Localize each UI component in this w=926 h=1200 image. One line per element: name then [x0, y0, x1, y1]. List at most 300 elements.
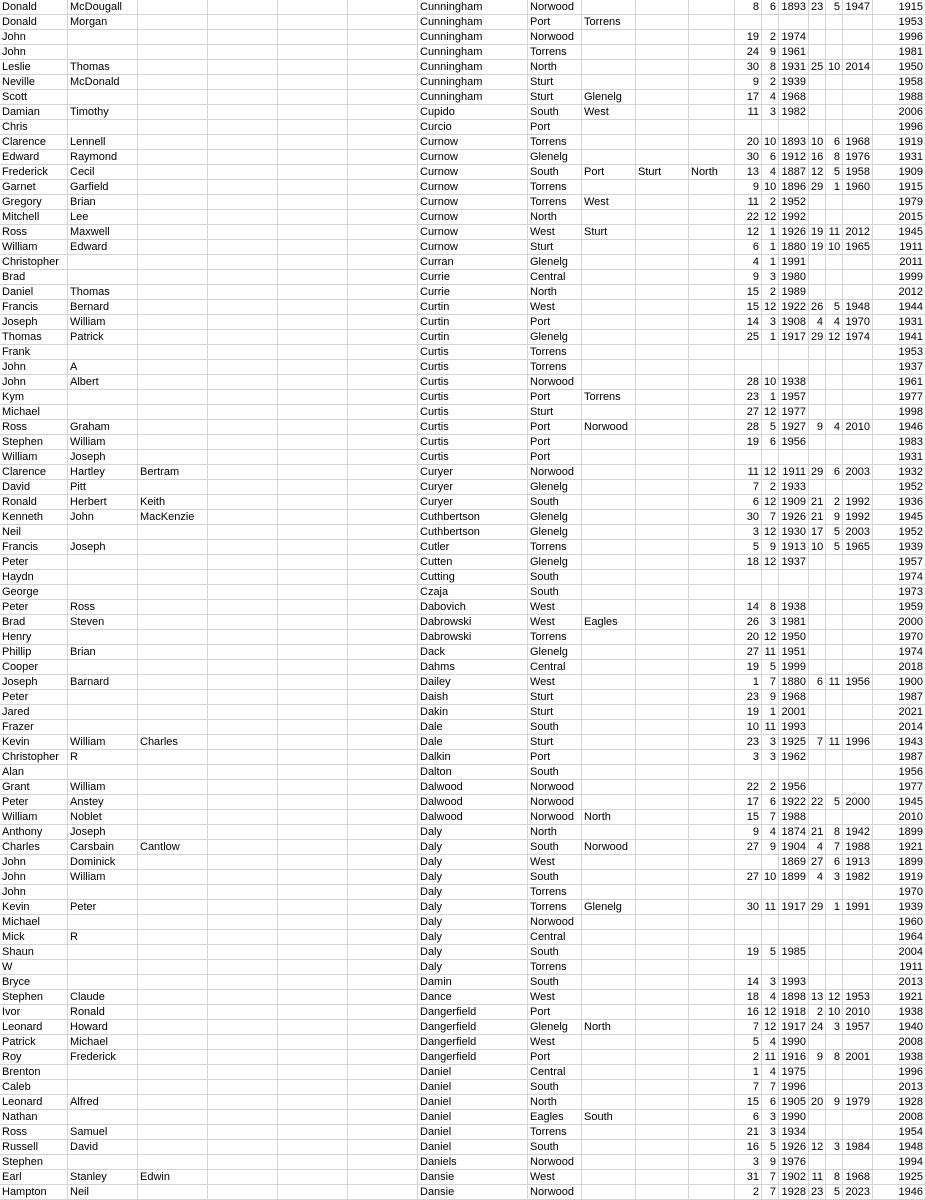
- cell-given-name[interactable]: Clarence: [0, 135, 68, 150]
- cell-club-3[interactable]: [636, 405, 689, 420]
- cell-club-3[interactable]: [636, 465, 689, 480]
- cell-empty-col-f[interactable]: [348, 690, 418, 705]
- cell-surname[interactable]: Curyer: [418, 465, 528, 480]
- cell-club-1[interactable]: Norwood: [528, 915, 582, 930]
- cell-death-day[interactable]: [809, 90, 826, 105]
- cell-death-day[interactable]: [809, 765, 826, 780]
- cell-debut-year[interactable]: 2015: [873, 210, 926, 225]
- cell-birth-day[interactable]: 22: [735, 210, 762, 225]
- cell-surname[interactable]: Daly: [418, 825, 528, 840]
- cell-given-name[interactable]: Peter: [0, 795, 68, 810]
- cell-third-name[interactable]: [138, 870, 208, 885]
- cell-middle-name[interactable]: Noblet: [68, 810, 138, 825]
- cell-middle-name[interactable]: [68, 1065, 138, 1080]
- cell-death-month[interactable]: [826, 600, 843, 615]
- cell-middle-name[interactable]: [68, 690, 138, 705]
- cell-middle-name[interactable]: Graham: [68, 420, 138, 435]
- cell-empty-col-f[interactable]: [348, 1155, 418, 1170]
- cell-birth-year[interactable]: 1898: [779, 990, 809, 1005]
- cell-birth-month[interactable]: [762, 930, 779, 945]
- cell-death-month[interactable]: [826, 885, 843, 900]
- cell-third-name[interactable]: [138, 345, 208, 360]
- cell-given-name[interactable]: Frazer: [0, 720, 68, 735]
- cell-birth-year[interactable]: 1893: [779, 135, 809, 150]
- cell-death-year[interactable]: [843, 210, 873, 225]
- cell-debut-year[interactable]: 2012: [873, 285, 926, 300]
- cell-middle-name[interactable]: Neil: [68, 1185, 138, 1200]
- cell-death-month[interactable]: [826, 765, 843, 780]
- cell-club-3[interactable]: [636, 1095, 689, 1110]
- cell-third-name[interactable]: [138, 945, 208, 960]
- cell-empty-col-d[interactable]: [208, 435, 278, 450]
- cell-birth-day[interactable]: 27: [735, 840, 762, 855]
- cell-empty-col-e[interactable]: [278, 540, 348, 555]
- cell-debut-year[interactable]: 1961: [873, 375, 926, 390]
- cell-birth-month[interactable]: [762, 855, 779, 870]
- cell-birth-year[interactable]: 1880: [779, 675, 809, 690]
- cell-birth-year[interactable]: 1917: [779, 1020, 809, 1035]
- cell-death-year[interactable]: 2001: [843, 1050, 873, 1065]
- cell-birth-day[interactable]: 1: [735, 675, 762, 690]
- cell-birth-year[interactable]: 1905: [779, 1095, 809, 1110]
- cell-empty-col-f[interactable]: [348, 1035, 418, 1050]
- cell-debut-year[interactable]: 1970: [873, 885, 926, 900]
- cell-birth-day[interactable]: 27: [735, 405, 762, 420]
- cell-birth-month[interactable]: 10: [762, 375, 779, 390]
- cell-empty-col-d[interactable]: [208, 585, 278, 600]
- cell-empty-col-e[interactable]: [278, 1080, 348, 1095]
- cell-birth-day[interactable]: 28: [735, 375, 762, 390]
- cell-given-name[interactable]: Kenneth: [0, 510, 68, 525]
- cell-given-name[interactable]: Scott: [0, 90, 68, 105]
- cell-birth-year[interactable]: 1985: [779, 945, 809, 960]
- cell-birth-day[interactable]: 9: [735, 270, 762, 285]
- cell-death-day[interactable]: 4: [809, 315, 826, 330]
- cell-empty-col-d[interactable]: [208, 510, 278, 525]
- cell-empty-col-d[interactable]: [208, 645, 278, 660]
- cell-third-name[interactable]: [138, 975, 208, 990]
- cell-death-year[interactable]: 1965: [843, 540, 873, 555]
- cell-third-name[interactable]: [138, 765, 208, 780]
- cell-club-3[interactable]: [636, 435, 689, 450]
- cell-third-name[interactable]: [138, 300, 208, 315]
- cell-club-2[interactable]: North: [582, 810, 636, 825]
- cell-club-2[interactable]: [582, 360, 636, 375]
- cell-club-3[interactable]: [636, 0, 689, 15]
- cell-middle-name[interactable]: William: [68, 780, 138, 795]
- cell-death-day[interactable]: [809, 45, 826, 60]
- cell-birth-year[interactable]: 1992: [779, 210, 809, 225]
- cell-third-name[interactable]: [138, 750, 208, 765]
- cell-surname[interactable]: Curtin: [418, 300, 528, 315]
- cell-birth-day[interactable]: 30: [735, 510, 762, 525]
- cell-death-year[interactable]: [843, 645, 873, 660]
- cell-birth-year[interactable]: 1974: [779, 30, 809, 45]
- cell-death-day[interactable]: [809, 450, 826, 465]
- cell-club-2[interactable]: [582, 585, 636, 600]
- cell-birth-day[interactable]: 24: [735, 45, 762, 60]
- cell-given-name[interactable]: Michael: [0, 405, 68, 420]
- cell-empty-col-f[interactable]: [348, 585, 418, 600]
- cell-middle-name[interactable]: Albert: [68, 375, 138, 390]
- cell-empty-col-e[interactable]: [278, 180, 348, 195]
- cell-empty-col-d[interactable]: [208, 1155, 278, 1170]
- cell-given-name[interactable]: Charles: [0, 840, 68, 855]
- cell-debut-year[interactable]: 2013: [873, 1080, 926, 1095]
- cell-death-month[interactable]: [826, 270, 843, 285]
- cell-birth-month[interactable]: 1: [762, 330, 779, 345]
- cell-empty-col-d[interactable]: [208, 300, 278, 315]
- cell-given-name[interactable]: Chris: [0, 120, 68, 135]
- cell-death-day[interactable]: 11: [809, 1170, 826, 1185]
- cell-birth-day[interactable]: 5: [735, 540, 762, 555]
- cell-given-name[interactable]: Bryce: [0, 975, 68, 990]
- cell-club-2[interactable]: [582, 660, 636, 675]
- cell-club-1[interactable]: Port: [528, 1050, 582, 1065]
- cell-club-1[interactable]: South: [528, 720, 582, 735]
- cell-debut-year[interactable]: 1959: [873, 600, 926, 615]
- cell-surname[interactable]: Daniel: [418, 1140, 528, 1155]
- cell-death-year[interactable]: 1953: [843, 990, 873, 1005]
- cell-club-3[interactable]: [636, 1110, 689, 1125]
- cell-club-2[interactable]: [582, 600, 636, 615]
- cell-death-year[interactable]: [843, 630, 873, 645]
- cell-birth-month[interactable]: 8: [762, 600, 779, 615]
- cell-club-2[interactable]: [582, 375, 636, 390]
- cell-club-2[interactable]: Norwood: [582, 420, 636, 435]
- cell-club-1[interactable]: Port: [528, 120, 582, 135]
- cell-birth-year[interactable]: 1925: [779, 735, 809, 750]
- cell-birth-year[interactable]: 1961: [779, 45, 809, 60]
- cell-club-4[interactable]: [689, 660, 735, 675]
- cell-empty-col-f[interactable]: [348, 180, 418, 195]
- cell-debut-year[interactable]: 1921: [873, 990, 926, 1005]
- cell-club-3[interactable]: [636, 735, 689, 750]
- cell-club-4[interactable]: [689, 540, 735, 555]
- cell-club-1[interactable]: West: [528, 300, 582, 315]
- cell-death-year[interactable]: [843, 90, 873, 105]
- cell-death-year[interactable]: [843, 945, 873, 960]
- cell-death-year[interactable]: [843, 435, 873, 450]
- cell-birth-year[interactable]: 1916: [779, 1050, 809, 1065]
- cell-club-1[interactable]: Sturt: [528, 735, 582, 750]
- cell-death-day[interactable]: 22: [809, 795, 826, 810]
- cell-club-4[interactable]: [689, 855, 735, 870]
- cell-death-month[interactable]: 1: [826, 180, 843, 195]
- cell-club-1[interactable]: South: [528, 1140, 582, 1155]
- cell-middle-name[interactable]: Ross: [68, 600, 138, 615]
- cell-club-2[interactable]: [582, 120, 636, 135]
- cell-birth-month[interactable]: 3: [762, 615, 779, 630]
- cell-club-4[interactable]: [689, 105, 735, 120]
- cell-death-day[interactable]: [809, 375, 826, 390]
- cell-death-day[interactable]: 4: [809, 870, 826, 885]
- cell-given-name[interactable]: Leslie: [0, 60, 68, 75]
- cell-birth-day[interactable]: 13: [735, 165, 762, 180]
- cell-death-month[interactable]: [826, 720, 843, 735]
- cell-club-4[interactable]: [689, 720, 735, 735]
- cell-debut-year[interactable]: 2021: [873, 705, 926, 720]
- cell-empty-col-d[interactable]: [208, 1095, 278, 1110]
- cell-death-year[interactable]: [843, 270, 873, 285]
- cell-debut-year[interactable]: 1939: [873, 900, 926, 915]
- cell-death-day[interactable]: [809, 960, 826, 975]
- cell-third-name[interactable]: [138, 270, 208, 285]
- cell-birth-day[interactable]: 23: [735, 690, 762, 705]
- cell-empty-col-e[interactable]: [278, 390, 348, 405]
- cell-death-month[interactable]: 6: [826, 855, 843, 870]
- cell-birth-month[interactable]: 7: [762, 810, 779, 825]
- cell-death-day[interactable]: [809, 390, 826, 405]
- cell-surname[interactable]: Daly: [418, 840, 528, 855]
- cell-empty-col-e[interactable]: [278, 210, 348, 225]
- cell-surname[interactable]: Daniel: [418, 1125, 528, 1140]
- cell-surname[interactable]: Daly: [418, 960, 528, 975]
- cell-birth-month[interactable]: 1: [762, 390, 779, 405]
- cell-club-2[interactable]: [582, 735, 636, 750]
- cell-debut-year[interactable]: 1979: [873, 195, 926, 210]
- cell-club-1[interactable]: South: [528, 1080, 582, 1095]
- cell-third-name[interactable]: [138, 570, 208, 585]
- cell-empty-col-f[interactable]: [348, 675, 418, 690]
- cell-death-year[interactable]: 1992: [843, 510, 873, 525]
- cell-empty-col-e[interactable]: [278, 1035, 348, 1050]
- cell-empty-col-d[interactable]: [208, 750, 278, 765]
- cell-surname[interactable]: Daly: [418, 930, 528, 945]
- cell-birth-year[interactable]: 1908: [779, 315, 809, 330]
- cell-middle-name[interactable]: Thomas: [68, 285, 138, 300]
- cell-club-1[interactable]: Norwood: [528, 810, 582, 825]
- cell-surname[interactable]: Cutting: [418, 570, 528, 585]
- cell-birth-year[interactable]: 1952: [779, 195, 809, 210]
- cell-birth-month[interactable]: 3: [762, 1110, 779, 1125]
- cell-birth-year[interactable]: 1950: [779, 630, 809, 645]
- cell-birth-day[interactable]: 30: [735, 150, 762, 165]
- cell-birth-year[interactable]: 1887: [779, 165, 809, 180]
- cell-club-4[interactable]: [689, 375, 735, 390]
- cell-empty-col-f[interactable]: [348, 105, 418, 120]
- cell-middle-name[interactable]: Joseph: [68, 825, 138, 840]
- cell-given-name[interactable]: Roy: [0, 1050, 68, 1065]
- cell-debut-year[interactable]: 2004: [873, 945, 926, 960]
- cell-club-1[interactable]: Glenelg: [528, 480, 582, 495]
- cell-third-name[interactable]: [138, 420, 208, 435]
- cell-surname[interactable]: Dakin: [418, 705, 528, 720]
- cell-birth-day[interactable]: 26: [735, 615, 762, 630]
- cell-middle-name[interactable]: Dominick: [68, 855, 138, 870]
- cell-birth-day[interactable]: 19: [735, 435, 762, 450]
- cell-club-4[interactable]: [689, 345, 735, 360]
- cell-debut-year[interactable]: 1981: [873, 45, 926, 60]
- cell-club-2[interactable]: Glenelg: [582, 900, 636, 915]
- cell-given-name[interactable]: Stephen: [0, 990, 68, 1005]
- cell-birth-day[interactable]: 9: [735, 180, 762, 195]
- cell-death-day[interactable]: [809, 285, 826, 300]
- cell-surname[interactable]: Currie: [418, 270, 528, 285]
- cell-middle-name[interactable]: Brian: [68, 645, 138, 660]
- cell-birth-day[interactable]: 6: [735, 495, 762, 510]
- cell-club-4[interactable]: [689, 1050, 735, 1065]
- cell-empty-col-e[interactable]: [278, 15, 348, 30]
- cell-middle-name[interactable]: Lee: [68, 210, 138, 225]
- cell-club-4[interactable]: [689, 1110, 735, 1125]
- cell-given-name[interactable]: George: [0, 585, 68, 600]
- cell-club-1[interactable]: West: [528, 855, 582, 870]
- cell-death-year[interactable]: [843, 105, 873, 120]
- cell-death-year[interactable]: [843, 1155, 873, 1170]
- cell-birth-day[interactable]: [735, 345, 762, 360]
- cell-middle-name[interactable]: [68, 975, 138, 990]
- cell-birth-day[interactable]: [735, 120, 762, 135]
- cell-death-month[interactable]: 5: [826, 0, 843, 15]
- cell-debut-year[interactable]: 1948: [873, 1140, 926, 1155]
- cell-club-2[interactable]: [582, 750, 636, 765]
- cell-club-3[interactable]: [636, 15, 689, 30]
- cell-empty-col-e[interactable]: [278, 345, 348, 360]
- cell-death-day[interactable]: 29: [809, 180, 826, 195]
- cell-empty-col-d[interactable]: [208, 810, 278, 825]
- cell-death-day[interactable]: [809, 750, 826, 765]
- cell-birth-year[interactable]: 1980: [779, 270, 809, 285]
- cell-empty-col-f[interactable]: [348, 885, 418, 900]
- cell-club-3[interactable]: [636, 600, 689, 615]
- cell-birth-year[interactable]: 1976: [779, 1155, 809, 1170]
- cell-club-4[interactable]: [689, 315, 735, 330]
- cell-club-3[interactable]: [636, 330, 689, 345]
- cell-death-day[interactable]: [809, 1155, 826, 1170]
- cell-death-year[interactable]: [843, 45, 873, 60]
- cell-death-month[interactable]: [826, 555, 843, 570]
- cell-third-name[interactable]: [138, 1080, 208, 1095]
- cell-empty-col-d[interactable]: [208, 120, 278, 135]
- cell-given-name[interactable]: Clarence: [0, 465, 68, 480]
- cell-birth-month[interactable]: [762, 915, 779, 930]
- cell-death-day[interactable]: 29: [809, 465, 826, 480]
- cell-club-3[interactable]: [636, 870, 689, 885]
- cell-death-month[interactable]: [826, 435, 843, 450]
- cell-birth-month[interactable]: 4: [762, 825, 779, 840]
- cell-death-month[interactable]: [826, 945, 843, 960]
- cell-debut-year[interactable]: 1974: [873, 645, 926, 660]
- cell-empty-col-d[interactable]: [208, 210, 278, 225]
- cell-death-month[interactable]: [826, 750, 843, 765]
- cell-club-2[interactable]: [582, 720, 636, 735]
- cell-debut-year[interactable]: 1953: [873, 15, 926, 30]
- cell-club-2[interactable]: [582, 675, 636, 690]
- cell-death-day[interactable]: 9: [809, 420, 826, 435]
- cell-empty-col-f[interactable]: [348, 270, 418, 285]
- cell-birth-month[interactable]: 4: [762, 1065, 779, 1080]
- cell-middle-name[interactable]: Morgan: [68, 15, 138, 30]
- cell-birth-day[interactable]: 7: [735, 1080, 762, 1095]
- cell-club-1[interactable]: South: [528, 975, 582, 990]
- cell-empty-col-f[interactable]: [348, 75, 418, 90]
- cell-birth-month[interactable]: 3: [762, 270, 779, 285]
- cell-empty-col-d[interactable]: [208, 315, 278, 330]
- cell-debut-year[interactable]: 2014: [873, 720, 926, 735]
- cell-empty-col-e[interactable]: [278, 165, 348, 180]
- cell-given-name[interactable]: William: [0, 810, 68, 825]
- cell-club-4[interactable]: [689, 555, 735, 570]
- cell-third-name[interactable]: [138, 810, 208, 825]
- cell-death-day[interactable]: 16: [809, 150, 826, 165]
- cell-given-name[interactable]: Damian: [0, 105, 68, 120]
- cell-club-4[interactable]: [689, 795, 735, 810]
- cell-middle-name[interactable]: William: [68, 735, 138, 750]
- cell-third-name[interactable]: [138, 330, 208, 345]
- cell-given-name[interactable]: Mick: [0, 930, 68, 945]
- cell-death-month[interactable]: [826, 975, 843, 990]
- cell-death-month[interactable]: [826, 810, 843, 825]
- cell-death-month[interactable]: [826, 480, 843, 495]
- cell-death-year[interactable]: 1974: [843, 330, 873, 345]
- cell-death-year[interactable]: 1992: [843, 495, 873, 510]
- cell-death-day[interactable]: [809, 600, 826, 615]
- cell-club-4[interactable]: [689, 585, 735, 600]
- cell-club-3[interactable]: [636, 570, 689, 585]
- cell-club-4[interactable]: [689, 765, 735, 780]
- cell-birth-day[interactable]: 15: [735, 810, 762, 825]
- cell-empty-col-e[interactable]: [278, 1050, 348, 1065]
- cell-surname[interactable]: Dalkin: [418, 750, 528, 765]
- cell-empty-col-f[interactable]: [348, 195, 418, 210]
- cell-third-name[interactable]: [138, 435, 208, 450]
- cell-debut-year[interactable]: 1946: [873, 420, 926, 435]
- cell-empty-col-f[interactable]: [348, 135, 418, 150]
- cell-club-1[interactable]: North: [528, 210, 582, 225]
- cell-death-year[interactable]: [843, 360, 873, 375]
- cell-death-day[interactable]: [809, 480, 826, 495]
- cell-death-month[interactable]: 8: [826, 150, 843, 165]
- cell-empty-col-d[interactable]: [208, 885, 278, 900]
- cell-club-1[interactable]: Torrens: [528, 630, 582, 645]
- cell-empty-col-d[interactable]: [208, 840, 278, 855]
- cell-club-2[interactable]: [582, 495, 636, 510]
- cell-empty-col-e[interactable]: [278, 240, 348, 255]
- cell-third-name[interactable]: Charles: [138, 735, 208, 750]
- cell-middle-name[interactable]: [68, 660, 138, 675]
- cell-third-name[interactable]: [138, 555, 208, 570]
- cell-debut-year[interactable]: 1958: [873, 75, 926, 90]
- cell-club-3[interactable]: [636, 510, 689, 525]
- cell-empty-col-f[interactable]: [348, 870, 418, 885]
- cell-club-1[interactable]: South: [528, 870, 582, 885]
- cell-third-name[interactable]: [138, 660, 208, 675]
- cell-club-2[interactable]: [582, 300, 636, 315]
- cell-third-name[interactable]: [138, 825, 208, 840]
- cell-given-name[interactable]: Kevin: [0, 735, 68, 750]
- cell-given-name[interactable]: Stephen: [0, 435, 68, 450]
- cell-birth-month[interactable]: 10: [762, 180, 779, 195]
- cell-surname[interactable]: Cunningham: [418, 0, 528, 15]
- cell-middle-name[interactable]: [68, 30, 138, 45]
- cell-middle-name[interactable]: Herbert: [68, 495, 138, 510]
- cell-surname[interactable]: Cutten: [418, 555, 528, 570]
- cell-middle-name[interactable]: Maxwell: [68, 225, 138, 240]
- cell-club-4[interactable]: North: [689, 165, 735, 180]
- cell-empty-col-d[interactable]: [208, 525, 278, 540]
- cell-death-month[interactable]: 5: [826, 540, 843, 555]
- cell-given-name[interactable]: W: [0, 960, 68, 975]
- cell-given-name[interactable]: David: [0, 480, 68, 495]
- cell-club-1[interactable]: Norwood: [528, 375, 582, 390]
- cell-empty-col-e[interactable]: [278, 195, 348, 210]
- cell-club-3[interactable]: [636, 900, 689, 915]
- cell-club-3[interactable]: [636, 645, 689, 660]
- cell-third-name[interactable]: [138, 1110, 208, 1125]
- cell-birth-year[interactable]: 1968: [779, 690, 809, 705]
- cell-surname[interactable]: Curnow: [418, 240, 528, 255]
